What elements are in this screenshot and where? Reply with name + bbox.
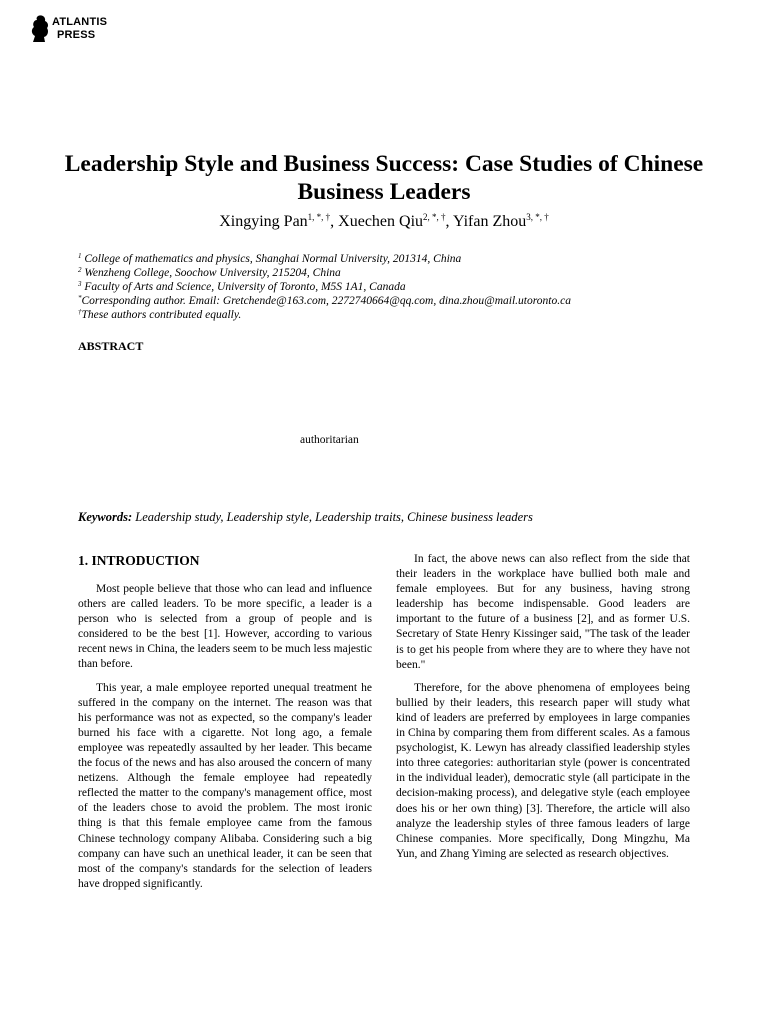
paper-title: Leadership Style and Business Success: Case Studies of Chinese Business Leaders	[64, 151, 704, 205]
logo-text	[52, 16, 107, 42]
section-heading-introduction: 1. INTRODUCTION	[78, 553, 200, 568]
author-name: Xuechen Qiu	[338, 213, 424, 230]
publisher-logo	[30, 14, 140, 46]
logo-line2: PRESS	[57, 29, 96, 41]
affiliation-mark: *	[78, 294, 82, 302]
affiliation-text: College of mathematics and physics, Shanghai Normal University, 201314, China	[84, 253, 462, 265]
author-marks: 3, *, †	[526, 212, 549, 222]
affiliation-line	[78, 266, 698, 280]
body-paragraph: Most people believe that those who can lead and influence others are called leaders. To be more specific, a leader is a person who is selected from a group of people and is considered to be the best [1]. However, according to various recent news in China, the leaders seem to be much less majestic than before.	[78, 583, 372, 671]
affiliation-mark: 2	[78, 266, 82, 274]
corresponding-author-line	[78, 294, 698, 308]
body-paragraph: This year, a male employee reported unequal treatment he suffered in the company on the internet. The reason was that his performance was not as expected, so the company's leader burned his face with a cigarette. Not long ago, a female employee was repeatedly assaulted by her leader. This became the focus of the news and has also aroused the concern of many netizens. Although the female employee had repeatedly reflected the matter to the company's management office, most of the leaders chose to avoid the problem. The most ironic thing is that this female employee came from the famous Chinese technology company Alibaba. Considering such a big company can have such an unethical leader, it can be seen that most of the company's standards for the selection of leaders have dropped significantly.	[78, 681, 372, 890]
keywords-line	[78, 510, 698, 525]
affiliation-mark: 1	[78, 252, 82, 260]
equal-contribution-line	[78, 308, 698, 322]
logo-line1: ATLANTIS	[52, 16, 108, 28]
right-column	[396, 552, 690, 870]
thinker-icon	[30, 14, 50, 44]
author-name: Xingying Pan	[219, 213, 308, 230]
affiliations	[78, 252, 698, 322]
keywords-label: Keywords:	[78, 510, 133, 524]
affiliation-text: Corresponding author. Email: Gretchende@163.com, 2272740664@qq.com, dina.zhou@mail.utoronto.ca	[81, 295, 571, 307]
author-marks: 2, *, †	[423, 212, 446, 222]
author-marks: 1, *, †	[307, 212, 331, 222]
author-name: Yifan Zhou	[452, 213, 527, 230]
abstract-heading: ABSTRACT	[78, 339, 144, 353]
affiliation-text: Faculty of Arts and Science, University of Toronto, M5S 1A1, Canada	[84, 281, 406, 293]
abstract-fragment: authoritarian	[300, 434, 359, 446]
affiliation-mark: †	[78, 308, 82, 316]
body-paragraph: In fact, the above news can also reflect from the side that their leaders in the workplace have bullied both male and female employees. But for any business, having strong leadership has become indispensable. Good leaders are important to the future of a business [2], and as former U.S. Secretary of State Henry Kissinger said, "The task of the leader is to get his people from where they are to where they have not been."	[396, 553, 690, 671]
author-list: Xingying Pan$^{1, *, \dagger}$, Xuechen Qiu$^{2, *, \dagger}$, Yifan Zhou$^{3, *, \dagger}$	[219, 212, 549, 230]
affiliation-mark: 3	[78, 280, 82, 288]
keywords-text: Leadership study, Leadership style, Leadership traits, Chinese business leaders	[132, 510, 533, 524]
affiliation-text: Wenzheng College, Soochow University, 215204, China	[84, 267, 341, 279]
left-column	[78, 552, 372, 900]
body-paragraph: Therefore, for the above phenomena of employees being bullied by their leaders, this research paper will study what kind of leaders are preferred by employees in large companies in China by comparing them from different scales. As a famous psychologist, K. Lewyn has already classified leadership styles into three categories: authoritarian style (power is concentrated in the individual leader), democratic style (all participate in the decision-making process), and delegative style (each employee does his or her own thing) [3]. Therefore, the article will also analyze the leadership styles of three famous leaders of large Chinese companies. More specifically, Dong Mingzhu, Ma Yun, and Zhang Yiming are selected as research objectives.	[396, 681, 690, 860]
affiliation-line	[78, 252, 698, 266]
affiliation-text: These authors contributed equally.	[81, 309, 242, 321]
affiliation-line	[78, 280, 698, 294]
